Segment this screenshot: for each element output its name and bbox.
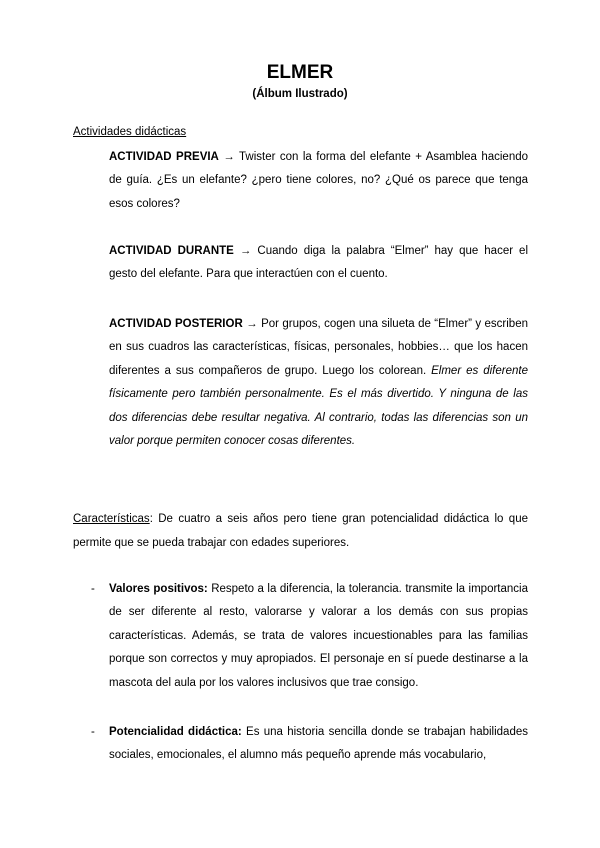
bullet-label: Potencialidad didáctica: <box>109 726 242 738</box>
caracteristicas-paragraph <box>73 507 528 555</box>
activity-previa <box>109 146 528 216</box>
document-title: ELMER <box>266 62 334 83</box>
bullet-label: Valores positivos: <box>109 583 208 595</box>
bullet-text: Respeto a la diferencia, la tolerancia. transmite la importancia de ser diferente al resto, valorarse y valorar a los demás con sus propias características. Además, se trata de valores incuestionables para las familias porque son correctos y muy apropiados. El personaje en sí puede destinarse a la mascota del aula por los valores inclusivos que trae consigo. <box>109 583 528 689</box>
bullet-dash: - <box>91 583 95 595</box>
activity-text: Cuando diga la palabra “Elmer” hay que hacer el gesto del elefante. Para que interactúen con el cuento. <box>109 245 529 281</box>
activity-italic-text: Elmer es diferente físicamente pero también personalmente. Es el más divertido. Y ninguna de las dos diferencias debe resultar negativa. Al contrario, todas las diferencias son un valor porque permiten conocer cosas diferentes. <box>109 364 528 448</box>
arrow-icon: → <box>218 151 240 163</box>
section-heading-actividades: Actividades didácticas <box>73 126 187 138</box>
activity-text: Por grupos, cogen una silueta de “Elmer” y escriben en sus cuadros las características, físicas, personales, hobbies… que los hacen diferentes a sus compañeros de grupo. Luego los colorean. <box>109 318 528 377</box>
arrow-icon: → <box>233 245 258 257</box>
bullet-text: Es una historia sencilla donde se trabajan habilidades sociales, emocionales, el alumno más pequeño aprende más vocabulario, <box>109 726 528 762</box>
caracteristicas-colon: : <box>149 513 153 525</box>
activity-posterior <box>109 313 528 453</box>
activity-label: ACTIVIDAD DURANTE <box>109 245 234 257</box>
activity-label: ACTIVIDAD POSTERIOR <box>109 318 243 330</box>
activity-text: Twister con la forma del elefante + Asamblea haciendo de guía. ¿Es un elefante? ¿pero tiene colores, no? ¿Qué os parece que tenga esos colores? <box>109 151 529 210</box>
arrow-icon: → <box>242 318 262 330</box>
list-item <box>91 578 528 695</box>
document-subtitle: (Álbum Ilustrado) <box>252 88 348 100</box>
bullet-dash: - <box>91 726 95 738</box>
activity-durante <box>109 240 528 287</box>
list-item <box>91 721 528 768</box>
caracteristicas-text: De cuatro a seis años pero tiene gran potencialidad didáctica lo que permite que se pueda trabajar con edades superiores. <box>73 513 528 549</box>
activity-label: ACTIVIDAD PREVIA <box>109 151 219 163</box>
caracteristicas-label: Características <box>73 513 150 525</box>
